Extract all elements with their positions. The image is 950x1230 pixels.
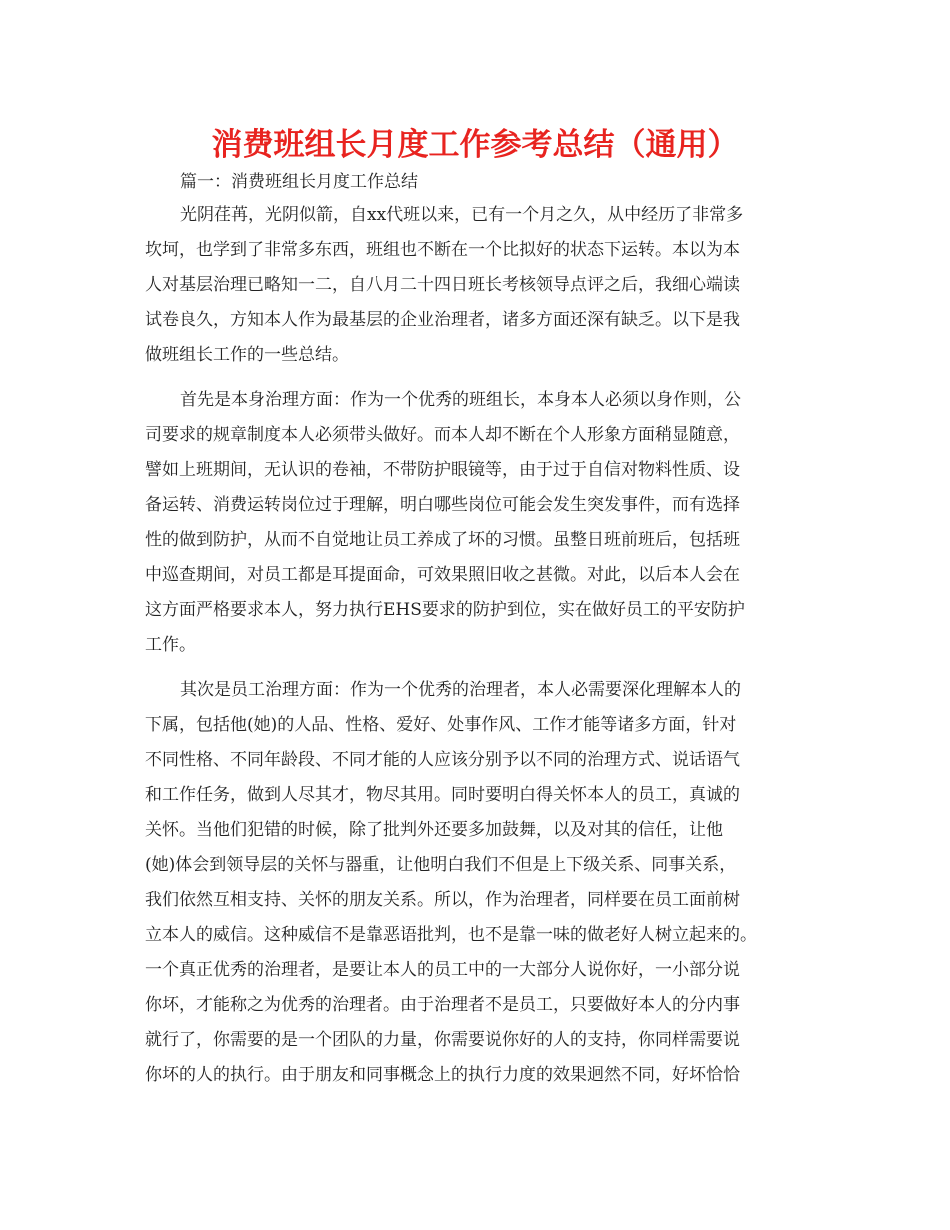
paragraph-line: 做班组长工作的一些总结。: [145, 345, 349, 365]
document-body: [145, 198, 815, 1093]
paragraph-line: 你坏的人的执行。由于朋友和同事概念上的执行力度的效果迥然不同，好坏恰恰: [145, 1065, 740, 1085]
paragraph-line: 这方面严格要求本人，努力执行EHS要求的防护到位，实在做好员工的平安防护: [145, 600, 745, 620]
paragraph-line: (她)体会到领导层的关怀与器重，让他明白我们不但是上下级关系、同事关系，: [145, 855, 737, 875]
paragraph-line: 司要求的规章制度本人必须带头做好。而本人却不断在个人形象方面稍显随意，: [145, 425, 740, 445]
paragraph-line: 下属，包括他(她)的人品、性格、爱好、处事作风、工作才能等诸多方面，针对: [145, 715, 737, 735]
document-subtitle: 篇一：消费班组长月度工作总结: [180, 172, 418, 192]
paragraph-line: 备运转、消费运转岗位过于理解，明白哪些岗位可能会发生突发事件，而有选择: [145, 495, 740, 515]
paragraph-line: 首先是本身治理方面：作为一个优秀的班组长，本身本人必须以身作则，公: [180, 390, 741, 410]
paragraph-line: 光阴荏苒，光阴似箭，自xx代班以来，已有一个月之久，从中经历了非常多: [180, 205, 744, 225]
paragraph-line: 你坏，才能称之为优秀的治理者。由于治理者不是员工，只要做好本人的分内事: [145, 995, 740, 1015]
paragraph-line: 关怀。当他们犯错的时候，除了批判外还要多加鼓舞，以及对其的信任，让他: [145, 820, 723, 840]
paragraph-line: 不同性格、不同年龄段、不同才能的人应该分别予以不同的治理方式、说话语气: [145, 750, 740, 770]
paragraph-2: [145, 383, 815, 663]
paragraph-line: 人对基层治理已略知一二，自八月二十四日班长考核领导点评之后，我细心端读: [145, 275, 740, 295]
paragraph-line: 其次是员工治理方面：作为一个优秀的治理者，本人必需要深化理解本人的: [180, 680, 741, 700]
paragraph-line: 譬如上班期间，无认识的卷袖，不带防护眼镜等，由于过于自信对物料性质、设: [145, 460, 740, 480]
paragraph-line: 就行了，你需要的是一个团队的力量，你需要说你好的人的支持，你同样需要说: [145, 1030, 740, 1050]
paragraph-3: [145, 673, 815, 1093]
paragraph-line: 我们依然互相支持、关怀的朋友关系。所以，作为治理者，同样要在员工面前树: [145, 890, 740, 910]
paragraph-line: 试卷良久，方知本人作为最基层的企业治理者，诸多方面还深有缺乏。以下是我: [145, 310, 740, 330]
paragraph-line: 和工作任务，做到人尽其才，物尽其用。同时要明白得关怀本人的员工，真诚的: [145, 785, 740, 805]
document-title: 消费班组长月度工作参考总结（通用）: [211, 127, 739, 163]
paragraph-line: 性的做到防护，从而不自觉地让员工养成了坏的习惯。虽整日班前班后，包括班: [145, 530, 740, 550]
paragraph-1: [145, 198, 815, 373]
paragraph-line: 一个真正优秀的治理者，是要让本人的员工中的一大部分人说你好，一小部分说: [145, 960, 740, 980]
paragraph-line: 工作。: [145, 635, 196, 655]
paragraph-line: 立本人的威信。这种威信不是靠恶语批判，也不是靠一味的做老好人树立起来的。: [145, 925, 757, 945]
paragraph-line: 中巡查期间，对员工都是耳提面命，可效果照旧收之甚微。对此，以后本人会在: [145, 565, 740, 585]
paragraph-line: 坎坷，也学到了非常多东西，班组也不断在一个比拟好的状态下运转。本以为本: [145, 240, 740, 260]
